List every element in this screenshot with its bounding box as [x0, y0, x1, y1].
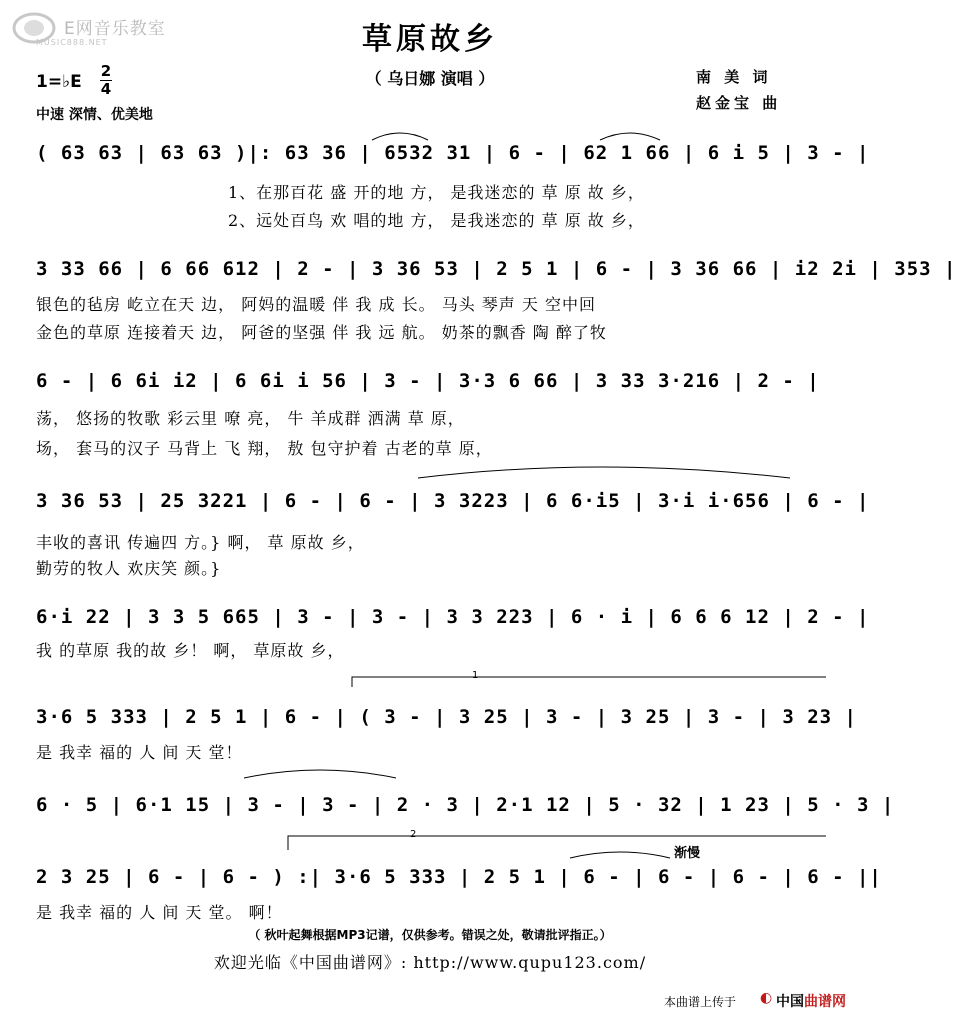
lyric-line-1b: 2、远处百鸟 欢 唱的地 方， 是我迷恋的 草 原 故 乡，	[228, 211, 645, 230]
lyric-line-8: 是 我幸 福的 人 间 天 堂。 啊！	[36, 903, 283, 922]
logo-part-1: 中国	[776, 994, 804, 1010]
music-line-7: 6 · 5 | 6·1 15 | 3 - | 3 - | 2 · 3 | 2·1 12 | 5 · 32 | 1 23 | 5 · 3 |	[36, 794, 895, 816]
volta-2-bracket	[288, 836, 826, 850]
lyric-line-3a: 荡， 悠扬的牧歌 彩云里 嘹 亮， 牛 羊成群 洒满 草 原，	[36, 409, 465, 428]
transcription-note: （ 秋叶起舞根据MP3记谱，仅供参考。错误之处，敬请批评指正。）	[248, 928, 612, 942]
music-line-6: 3·6 5 333 | 2 5 1 | 6 - | ( 3 - | 3 25 | 3 - | 3 25 | 3 - | 3 23 |	[36, 706, 857, 728]
lyric-line-5: 我 的草原 我的故 乡！ 啊， 草原故 乡，	[36, 641, 345, 660]
watermark-text: E网音乐教室	[64, 19, 166, 39]
music-line-8: 2 3 25 | 6 - | 6 - ) :| 3·6 5 333 | 2 5 1 | 6 - | 6 - | 6 - | 6 - ||	[36, 866, 882, 888]
tie-arc-3	[418, 467, 790, 478]
volta-1-label: 1	[472, 670, 479, 681]
music-line-1: ( 63 63 | 63 63 )|: 63 36 | 6532 31 | 6 - | 62 1 66 | 6 i 5 | 3 - |	[36, 142, 870, 164]
key-signature: 1=♭E	[36, 72, 82, 92]
composer-credit: 赵金宝 曲	[696, 94, 782, 112]
welcome-line: 欢迎光临《中国曲谱网》: http://www.qupu123.com/	[213, 953, 647, 972]
tie-arc-1	[372, 133, 428, 140]
logo-part-2: 曲谱网	[804, 994, 846, 1010]
music-line-5: 6·i 22 | 3 3 5 665 | 3 - | 3 - | 3 3 223 | 6 · i | 6 6 6 12 | 2 - |	[36, 606, 870, 628]
volta-2-label: 2	[410, 829, 417, 840]
song-title: 草原故乡	[362, 22, 498, 57]
lyric-line-1a: 1、在那百花 盛 开的地 方， 是我迷恋的 草 原 故 乡，	[228, 183, 645, 202]
logo-icon: ◐	[760, 990, 773, 1006]
meter-bottom: 4	[100, 80, 112, 98]
lyric-line-4a: 丰收的喜讯 传遍四 方。} 啊， 草 原故 乡，	[36, 533, 365, 552]
lyric-line-6: 是 我幸 福的 人 间 天 堂！	[36, 743, 243, 762]
music-line-3: 6 - | 6 6i i2 | 6 6i i 56 | 3 - | 3·3 6 66 | 3 33 3·216 | 2 - |	[36, 370, 820, 392]
tie-arc-4	[244, 770, 396, 778]
lyricist-credit: 南 美 词	[696, 68, 772, 86]
tempo-marking: 中速 深情、优美地	[36, 107, 153, 123]
lyric-line-4b: 勤劳的牧人 欢庆笑 颜。}	[36, 559, 222, 578]
site-logo[interactable]	[776, 991, 846, 1011]
lyric-line-2b: 金色的草原 连接着天 边， 阿爸的坚强 伴 我 远 航。 奶茶的飘香 陶 醉了牧	[36, 323, 607, 342]
tie-arc-5	[570, 852, 670, 858]
volta-1-bracket	[352, 677, 826, 687]
upload-text: 本曲谱上传于	[664, 995, 737, 1009]
lyric-line-3b: 场， 套马的汉子 马背上 飞 翔， 敖 包守护着 古老的草 原，	[36, 439, 493, 458]
singer-credit: （ 乌日娜 演唱 ）	[365, 69, 495, 88]
tie-arc-2	[600, 133, 660, 140]
ritardando-marking: 渐慢	[674, 846, 701, 861]
watermark-url: MUSIC888.NET	[36, 38, 108, 47]
meter-top: 2	[100, 62, 112, 80]
music-line-2: 3 33 66 | 6 66 612 | 2 - | 3 36 53 | 2 5 1 | 6 - | 3 36 66 | i2 2i | 353 |	[36, 258, 956, 280]
lyric-line-2a: 银色的毡房 屹立在天 边， 阿妈的温暖 伴 我 成 长。 马头 琴声 天 空中回	[36, 295, 596, 314]
music-line-4: 3 36 53 | 25 3221 | 6 - | 6 - | 3 3223 | 6 6·i5 | 3·i i·656 | 6 - |	[36, 490, 870, 512]
